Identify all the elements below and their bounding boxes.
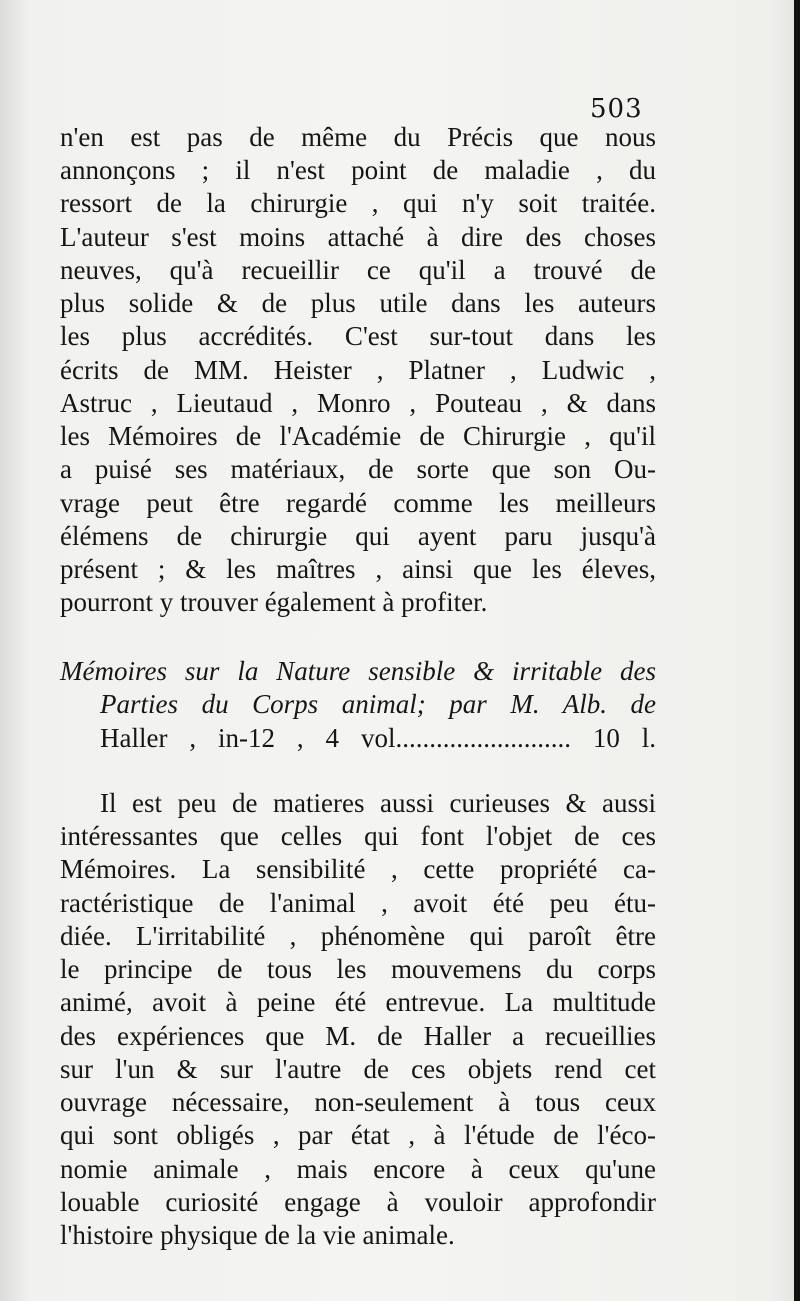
text-line: neuves, qu'à recueillir ce qu'il a trouvé de xyxy=(60,255,656,285)
notice-title-line: Parties du Corps animal; par M. Alb. de xyxy=(100,689,656,719)
text-line: le principe de tous les mouvemens du corps xyxy=(60,954,656,984)
notice-title-line: Mémoires sur la Nature sensible & irritable des xyxy=(60,656,656,686)
text-line: l'histoire physique de la vie animale. xyxy=(60,1220,455,1250)
notice-price-line: Haller , in-12 , 4 vol.......................... 10 l. xyxy=(100,723,656,753)
text-line: des expériences que M. de Haller a recueillies xyxy=(60,1021,656,1051)
text-line: ouvrage nécessaire, non-seulement à tous ceux xyxy=(60,1087,656,1117)
text-line: ractéristique de l'animal , avoit été peu étu- xyxy=(60,888,656,918)
text-line: plus solide & de plus utile dans les auteurs xyxy=(60,288,656,318)
text-line: Astruc , Lieutaud , Monro , Pouteau , & dans xyxy=(60,388,656,418)
text-line: vrage peut être regardé comme les meilleurs xyxy=(60,488,656,518)
text-line: n'en est pas de même du Précis que nous xyxy=(60,122,656,152)
text-line: écrits de MM. Heister , Platner , Ludwic , xyxy=(60,355,656,385)
text-line: présent ; & les maîtres , ainsi que les éleves, xyxy=(60,554,656,584)
text-line: annonçons ; il n'est point de maladie , du xyxy=(60,155,656,185)
page-number: 503 xyxy=(590,94,643,124)
page-edge-shadow xyxy=(794,0,800,1301)
text-line: élémens de chirurgie qui ayent paru jusqu'à xyxy=(60,521,656,551)
text-line: diée. L'irritabilité , phénomène qui paroît être xyxy=(60,921,656,951)
text-line: nomie animale , mais encore à ceux qu'une xyxy=(60,1154,656,1184)
text-line: L'auteur s'est moins attaché à dire des choses xyxy=(60,222,656,252)
text-line: intéressantes que celles qui font l'objet de ces xyxy=(60,821,656,851)
text-line: les plus accrédités. C'est sur-tout dans les xyxy=(60,321,656,351)
text-line: a puisé ses matériaux, de sorte que son Ou- xyxy=(60,454,656,484)
text-line: louable curiosité engage à vouloir approfondir xyxy=(60,1187,656,1217)
text-line: qui sont obligés , par état , à l'étude de l'éco- xyxy=(60,1120,656,1150)
text-line: ressort de la chirurgie , qui n'y soit traitée. xyxy=(60,188,656,218)
text-line: les Mémoires de l'Académie de Chirurgie , qu'il xyxy=(60,421,656,451)
text-line: Il est peu de matieres aussi curieuses & aussi xyxy=(100,788,656,818)
text-line: sur l'un & sur l'autre de ces objets rend cet xyxy=(60,1054,656,1084)
text-line: Mémoires. La sensibilité , cette propriété ca- xyxy=(60,854,656,884)
text-line: animé, avoit à peine été entrevue. La multitude xyxy=(60,987,656,1017)
text-line: pourront y trouver également à profiter. xyxy=(60,587,488,617)
